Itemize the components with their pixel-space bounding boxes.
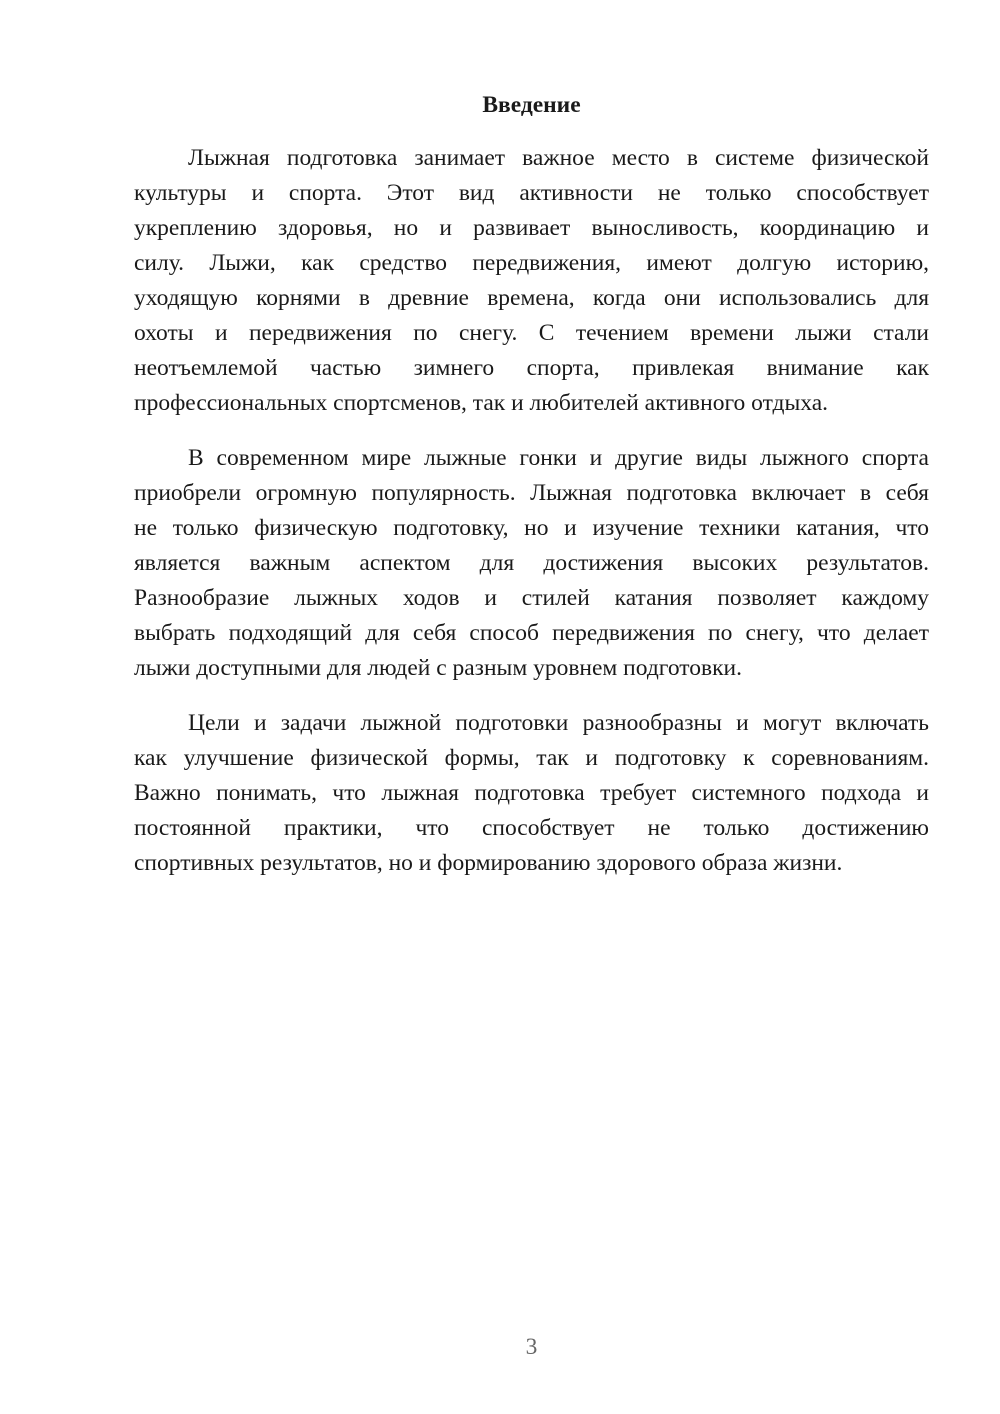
text-line: как улучшение физической формы, так и подготовку к соревнованиям. bbox=[134, 745, 929, 771]
text-line: силу. Лыжи, как средство передвижения, имеют долгую историю, bbox=[134, 250, 929, 276]
text-line: укреплению здоровья, но и развивает выносливость, координацию и bbox=[134, 215, 929, 241]
text-line: уходящую корнями в древние времена, когда они использовались для bbox=[134, 285, 929, 311]
page-footer bbox=[134, 1330, 929, 1365]
paragraph bbox=[134, 441, 929, 686]
text-line: Разнообразие лыжных ходов и стилей катания позволяет каждому bbox=[134, 585, 929, 611]
text-line: В современном мире лыжные гонки и другие виды лыжного спорта bbox=[188, 445, 929, 471]
text-column bbox=[134, 88, 929, 901]
text-line: постоянной практики, что способствует не только достижению bbox=[134, 815, 929, 841]
text-line: Важно понимать, что лыжная подготовка требует системного подхода и bbox=[134, 780, 929, 806]
text-line: лыжи доступными для людей с разным уровнем подготовки. bbox=[134, 655, 742, 681]
text-line: культуры и спорта. Этот вид активности не только способствует bbox=[134, 180, 929, 206]
text-line: не только физическую подготовку, но и изучение техники катания, что bbox=[134, 515, 929, 541]
text-line: охоты и передвижения по снегу. С течением времени лыжи стали bbox=[134, 320, 929, 346]
text-line: приобрели огромную популярность. Лыжная подготовка включает в себя bbox=[134, 480, 929, 506]
paragraph bbox=[134, 141, 929, 421]
text-line: спортивных результатов, но и формированию здорового образа жизни. bbox=[134, 850, 843, 876]
text-line: Лыжная подготовка занимает важное место в системе физической bbox=[188, 145, 929, 171]
text-line: Цели и задачи лыжной подготовки разнообразны и могут включать bbox=[188, 710, 929, 736]
page-number: 3 bbox=[525, 1334, 538, 1360]
text-line: неотъемлемой частью зимнего спорта, привлекая внимание как bbox=[134, 355, 929, 381]
section-heading: Введение bbox=[482, 92, 581, 118]
text-line: профессиональных спортсменов, так и любителей активного отдыха. bbox=[134, 390, 829, 416]
text-line: является важным аспектом для достижения высоких результатов. bbox=[134, 550, 929, 576]
paragraph bbox=[134, 706, 929, 881]
text-line: выбрать подходящий для себя способ передвижения по снегу, что делает bbox=[134, 620, 929, 646]
